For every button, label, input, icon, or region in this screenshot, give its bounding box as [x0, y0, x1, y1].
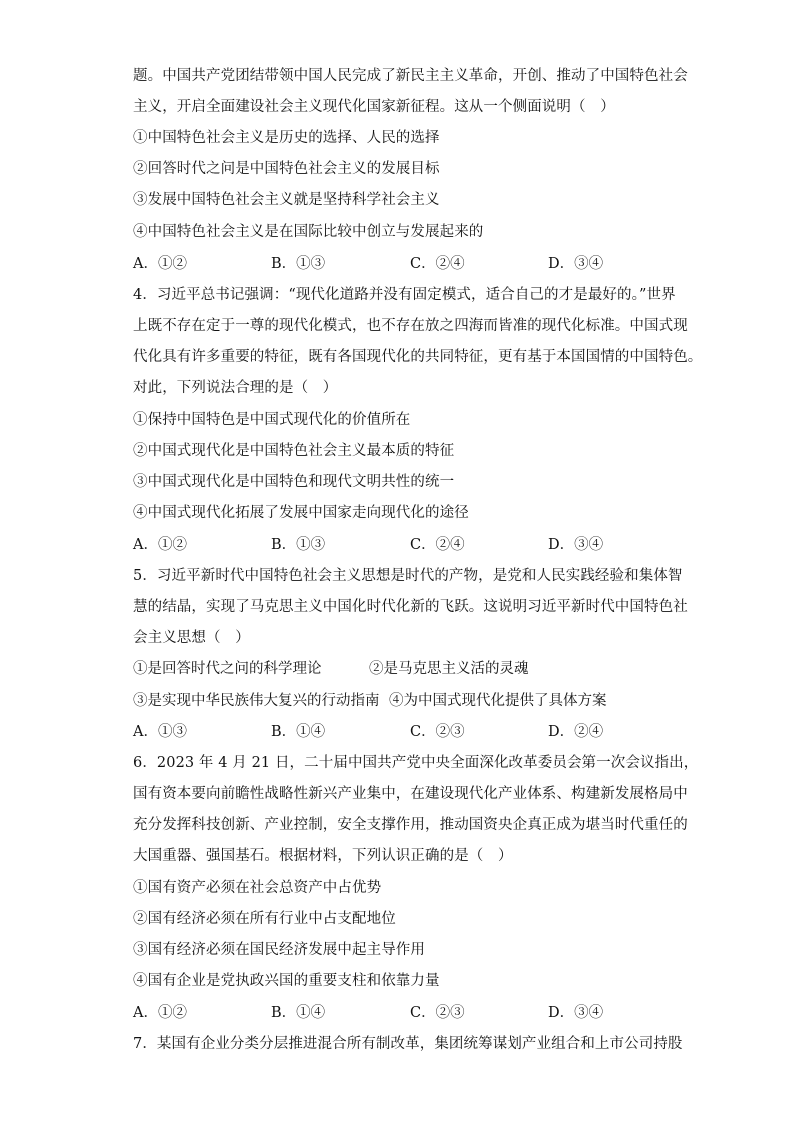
q3-statement-1: ①中国特色社会主义是历史的选择、人民的选择 — [133, 130, 440, 146]
q3-statement-2: ②回答时代之问是中国特色社会主义的发展目标 — [133, 161, 440, 177]
q7-stem-line-1: 7．某国有企业分类分层推进混合所有制改革，集团统筹谋划产业组合和上市公司持股 — [133, 1036, 683, 1052]
q4-statement-1: ①保持中国特色是中国式现代化的价值所在 — [133, 412, 411, 428]
q3-stem-line-2: 主义，开启全面建设社会主义现代化国家新征程。这从一个侧面说明（ ） — [133, 99, 615, 115]
q4-choice-c[interactable]: C．②④ — [410, 537, 465, 553]
q4-stem-line-1: 4．习近平总书记强调：“现代化道路并没有固定模式，适合自己的才是最好的。”世界 — [133, 287, 676, 303]
q5-stem-line-1: 5．习近平新时代中国特色社会主义思想是时代的产物，是党和人民实践经验和集体智 — [133, 568, 683, 584]
q4-stem-line-4: 对此，下列说法合理的是（ ） — [133, 380, 338, 396]
q4-choice-d[interactable]: D．③④ — [548, 537, 604, 553]
q4-choice-a[interactable]: A．①② — [133, 537, 187, 553]
q6-statement-3: ③国有经济必须在国民经济发展中起主导作用 — [133, 942, 425, 958]
q3-statement-4: ④中国特色社会主义是在国际比较中创立与发展起来的 — [133, 224, 484, 240]
q4-choice-b[interactable]: B．①③ — [271, 537, 326, 553]
q5-statement-2: ②是马克思主义活的灵魂 — [369, 661, 529, 677]
q4-statement-2: ②中国式现代化是中国特色社会主义最本质的特征 — [133, 443, 455, 459]
q6-statement-4: ④国有企业是党执政兴国的重要支柱和依靠力量 — [133, 973, 440, 989]
q6-stem-line-4: 大国重器、强国基石。根据材料，下列认识正确的是（ ） — [133, 848, 513, 864]
q5-statements-row-2 — [133, 691, 673, 711]
q5-choice-d[interactable]: D．②④ — [548, 724, 604, 740]
q4-statement-4: ④中国式现代化拓展了发展中国家走向现代化的途径 — [133, 505, 469, 521]
q6-statement-2: ②国有经济必须在所有行业中占支配地位 — [133, 911, 396, 927]
q6-statement-1: ①国有资产必须在社会总资产中占优势 — [133, 880, 382, 896]
q4-stem-line-3: 代化具有许多重要的特征，既有各国现代化的共同特征，更有基于本国国情的中国特色。 — [133, 349, 703, 365]
q6-choice-d[interactable]: D．③④ — [548, 1005, 604, 1021]
q3-choices — [133, 254, 673, 274]
q5-choices — [133, 722, 673, 742]
q3-stem-line-1: 题。中国共产党团结带领中国人民完成了新民主主义革命，开创、推动了中国特色社会 — [133, 68, 688, 84]
q5-choice-a[interactable]: A．①③ — [133, 724, 187, 740]
q6-choices — [133, 1003, 673, 1023]
q6-stem-line-1: 6．2023 年 4 月 21 日，二十届中国共产党中央全面深化改革委员会第一次会议指出， — [133, 755, 699, 771]
q6-choice-b[interactable]: B．①④ — [271, 1005, 326, 1021]
q6-choice-a[interactable]: A．①② — [133, 1005, 187, 1021]
q5-statement-4: ④为中国式现代化提供了具体方案 — [389, 693, 607, 709]
q5-statements-row-1 — [133, 659, 673, 679]
q6-stem-line-3: 充分发挥科技创新、产业控制，安全支撑作用，推动国资央企真正成为堪当时代重任的 — [133, 817, 688, 833]
q5-statement-3: ③是实现中华民族伟大复兴的行动指南 — [133, 693, 380, 709]
q5-statement-1: ①是回答时代之问的科学理论 — [133, 661, 322, 677]
q6-choice-c[interactable]: C．②③ — [410, 1005, 465, 1021]
q4-choices — [133, 535, 673, 555]
q5-choice-c[interactable]: C．②③ — [410, 724, 465, 740]
q3-choice-b[interactable]: B．①③ — [271, 256, 326, 272]
q3-choice-c[interactable]: C．②④ — [410, 256, 465, 272]
q3-choice-a[interactable]: A．①② — [133, 256, 187, 272]
q5-stem-line-2: 慧的结晶，实现了马克思主义中国化时代化新的飞跃。这说明习近平新时代中国特色社 — [133, 599, 688, 615]
q3-choice-d[interactable]: D．③④ — [548, 256, 604, 272]
q3-statement-3: ③发展中国特色社会主义就是坚持科学社会主义 — [133, 192, 440, 208]
q6-stem-line-2: 国有资本要向前瞻性战略性新兴产业集中，在建设现代化产业体系、构建新发展格局中 — [133, 786, 688, 802]
q5-choice-b[interactable]: B．①④ — [271, 724, 326, 740]
q4-statement-3: ③中国式现代化是中国特色和现代文明共性的统一 — [133, 474, 455, 490]
q4-stem-line-2: 上既不存在定于一尊的现代化模式，也不存在放之四海而皆准的现代化标准。中国式现 — [133, 318, 688, 334]
q5-stem-line-3: 会主义思想（ ） — [133, 630, 250, 646]
